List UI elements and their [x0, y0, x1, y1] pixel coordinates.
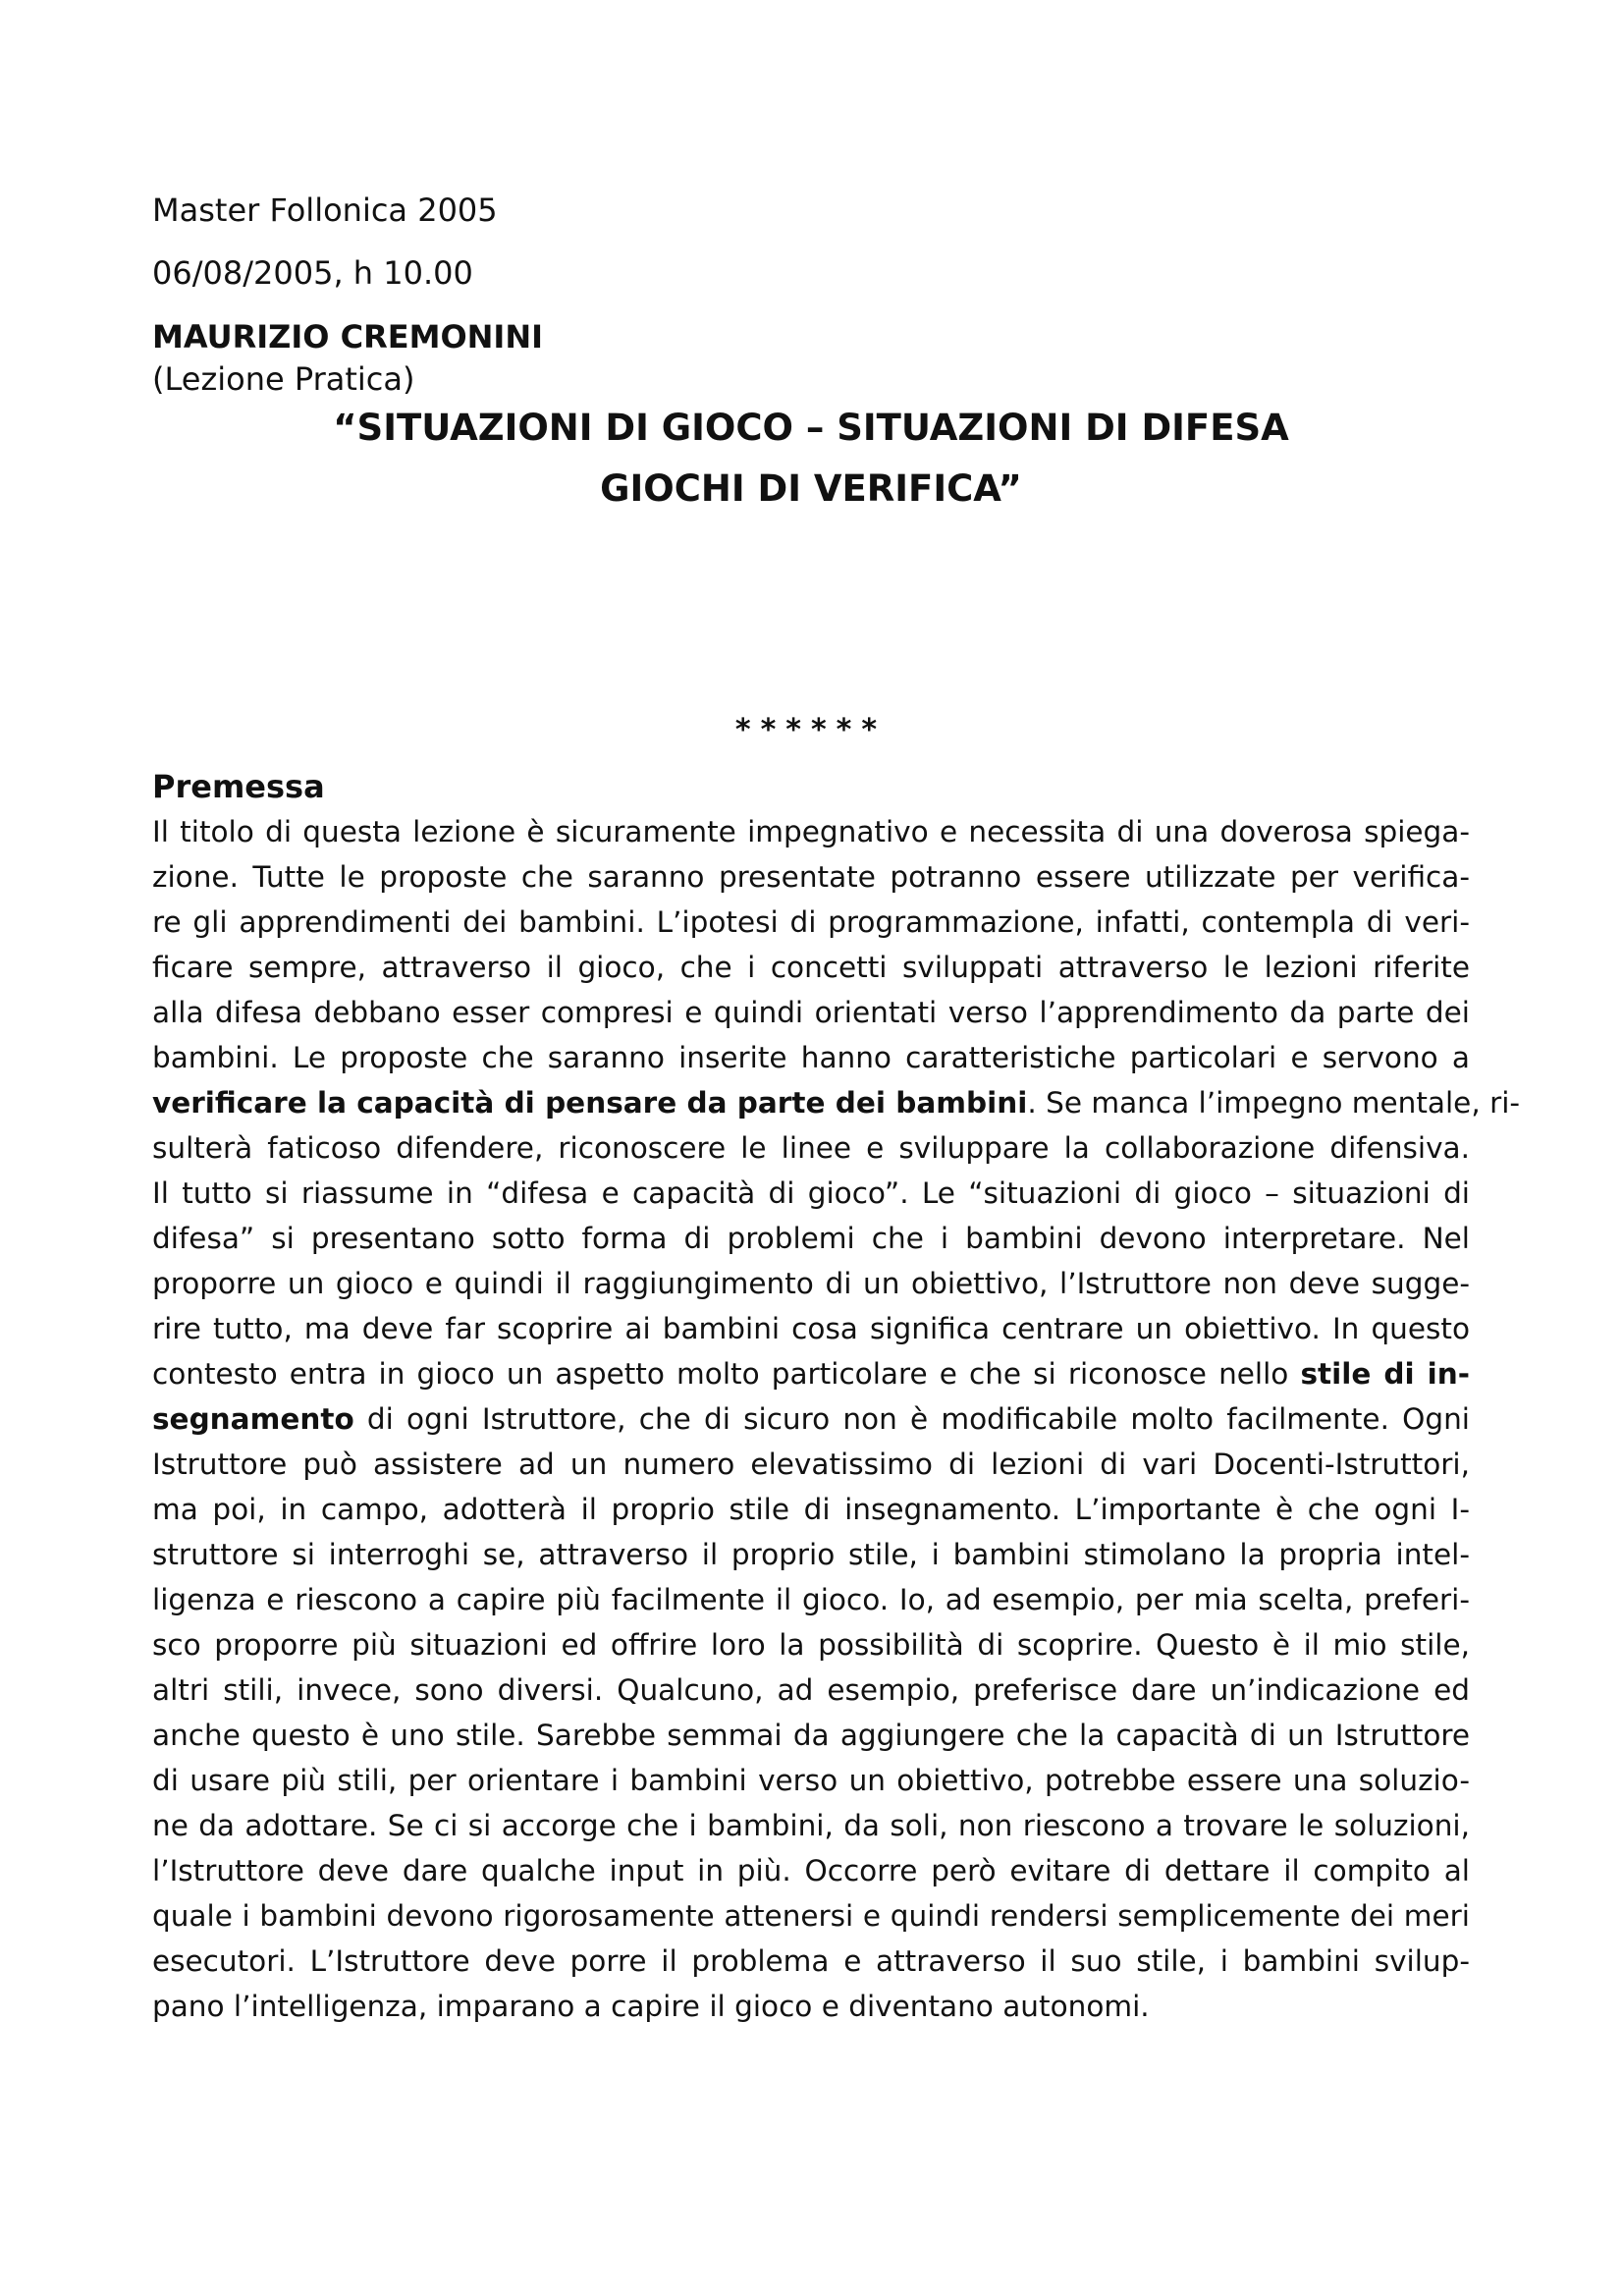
text-segment: Il tutto si riassume in “difesa e capacità di gioco”. Le “situazioni di gioco – situazioni di: [152, 1176, 1470, 1210]
text-line: [152, 1984, 1470, 2029]
text-line: [152, 1532, 1470, 1577]
text-line: [152, 1442, 1470, 1487]
text-line: [152, 1396, 1470, 1442]
text-line: [152, 1803, 1470, 1848]
title-separator-stars: ******: [734, 713, 888, 747]
text-line: [152, 1487, 1470, 1532]
text-line: [152, 1080, 1521, 1125]
text-line: [152, 1848, 1470, 1893]
text-segment: struttore si interroghi se, attraverso il proprio stile, i bambini stimolano la propria intel-: [152, 1538, 1470, 1571]
text-segment: esecutori. L’Istruttore deve porre il problema e attraverso il suo stile, i bambini svilup-: [152, 1944, 1470, 1978]
text-segment: l’Istruttore deve dare qualche input in più. Occorre però evitare di dettare il compito al: [152, 1854, 1470, 1887]
author-name: MAURIZIO CREMONINI: [152, 318, 544, 355]
text-segment: ligenza e riescono a capire più facilmente il gioco. Io, ad esempio, per mia scelta, preferi-: [152, 1583, 1470, 1616]
document-title-line-2: GIOCHI DI VERIFICA”: [600, 467, 1022, 510]
text-segment: altri stili, invece, sono diversi. Qualcuno, ad esempio, preferisce dare un’indicazione ed: [152, 1673, 1470, 1707]
date-time: 06/08/2005, h 10.00: [152, 254, 473, 292]
text-line: [152, 1667, 1470, 1713]
text-line: [152, 1261, 1470, 1306]
text-segment: rire tutto, ma deve far scoprire ai bambini cosa significa centrare un obiettivo. In questo: [152, 1312, 1470, 1345]
text-line: [152, 1216, 1470, 1261]
text-segment: . Se manca l’impegno mentale, ri-: [1027, 1086, 1521, 1120]
text-line: [152, 1622, 1470, 1667]
text-line: [152, 1171, 1470, 1216]
text-segment: ficare sempre, attraverso il gioco, che i concetti sviluppati attraverso le lezioni riferite: [152, 951, 1470, 984]
text-segment: ma poi, in campo, adotterà il proprio stile di insegnamento. L’importante è che ogni I-: [152, 1493, 1470, 1526]
text-line: [152, 1893, 1470, 1939]
text-segment: difesa” si presentano sotto forma di problemi che i bambini devono interpretare. Nel: [152, 1222, 1470, 1255]
document-title-line-1: “SITUAZIONI DI GIOCO – SITUAZIONI DI DIFESA: [333, 407, 1289, 449]
text-segment: re gli apprendimenti dei bambini. L’ipotesi di programmazione, infatti, contempla di veri-: [152, 905, 1470, 939]
text-line: [152, 854, 1470, 900]
text-line: [152, 945, 1470, 990]
lesson-type: (Lezione Pratica): [152, 360, 415, 398]
section-body: [152, 809, 1521, 2029]
text-segment: zione. Tutte le proposte che saranno presentate potranno essere utilizzate per verifica-: [152, 860, 1470, 894]
text-line: [152, 1035, 1470, 1080]
text-segment: ne da adottare. Se ci si accorge che i bambini, da soli, non riescono a trovare le soluzioni,: [152, 1809, 1470, 1842]
text-segment: sco proporre più situazioni ed offrire loro la possibilità di scoprire. Questo è il mio stile,: [152, 1628, 1470, 1662]
bold-text-segment: stile di in-: [1300, 1357, 1470, 1391]
text-segment: di ogni Istruttore, che di sicuro non è modificabile molto facilmente. Ogni: [353, 1402, 1470, 1436]
text-line: [152, 1577, 1470, 1622]
text-segment: quale i bambini devono rigorosamente attenersi e quindi rendersi semplicemente dei meri: [152, 1899, 1470, 1933]
text-segment: anche questo è uno stile. Sarebbe semmai da aggiungere che la capacità di un Istruttore: [152, 1719, 1470, 1752]
text-segment: alla difesa debbano esser compresi e quindi orientati verso l’apprendimento da parte dei: [152, 996, 1470, 1029]
text-line: [152, 1713, 1470, 1758]
text-segment: proporre un gioco e quindi il raggiungimento di un obiettivo, l’Istruttore non deve sugge-: [152, 1267, 1470, 1300]
bold-text-segment: segnamento: [152, 1402, 354, 1436]
text-segment: bambini. Le proposte che saranno inserite hanno caratteristiche particolari e servono a: [152, 1041, 1470, 1074]
text-segment: Istruttore può assistere ad un numero elevatissimo di lezioni di vari Docenti-Istruttori,: [152, 1448, 1470, 1481]
bold-text-segment: verificare la capacità di pensare da parte dei bambini: [152, 1086, 1028, 1120]
text-segment: sulterà faticoso difendere, riconoscere le linee e sviluppare la collaborazione difensiva.: [152, 1131, 1470, 1165]
text-line: [152, 1758, 1470, 1803]
text-line: [152, 990, 1470, 1035]
text-line: [152, 809, 1470, 854]
section-heading: Premessa: [152, 768, 325, 805]
text-line: [152, 1351, 1470, 1396]
text-segment: di usare più stili, per orientare i bambini verso un obiettivo, potrebbe essere una soluzio-: [152, 1764, 1470, 1797]
text-segment: pano l’intelligenza, imparano a capire il gioco e diventano autonomi.: [152, 1990, 1150, 2023]
event-name: Master Follonica 2005: [152, 191, 498, 229]
text-line: [152, 900, 1470, 945]
text-line: [152, 1939, 1470, 1984]
text-line: [152, 1306, 1470, 1351]
text-segment: Il titolo di questa lezione è sicuramente impegnativo e necessita di una doverosa spiega-: [152, 815, 1470, 848]
text-line: [152, 1125, 1470, 1171]
text-segment: contesto entra in gioco un aspetto molto particolare e che si riconosce nello: [152, 1357, 1301, 1391]
